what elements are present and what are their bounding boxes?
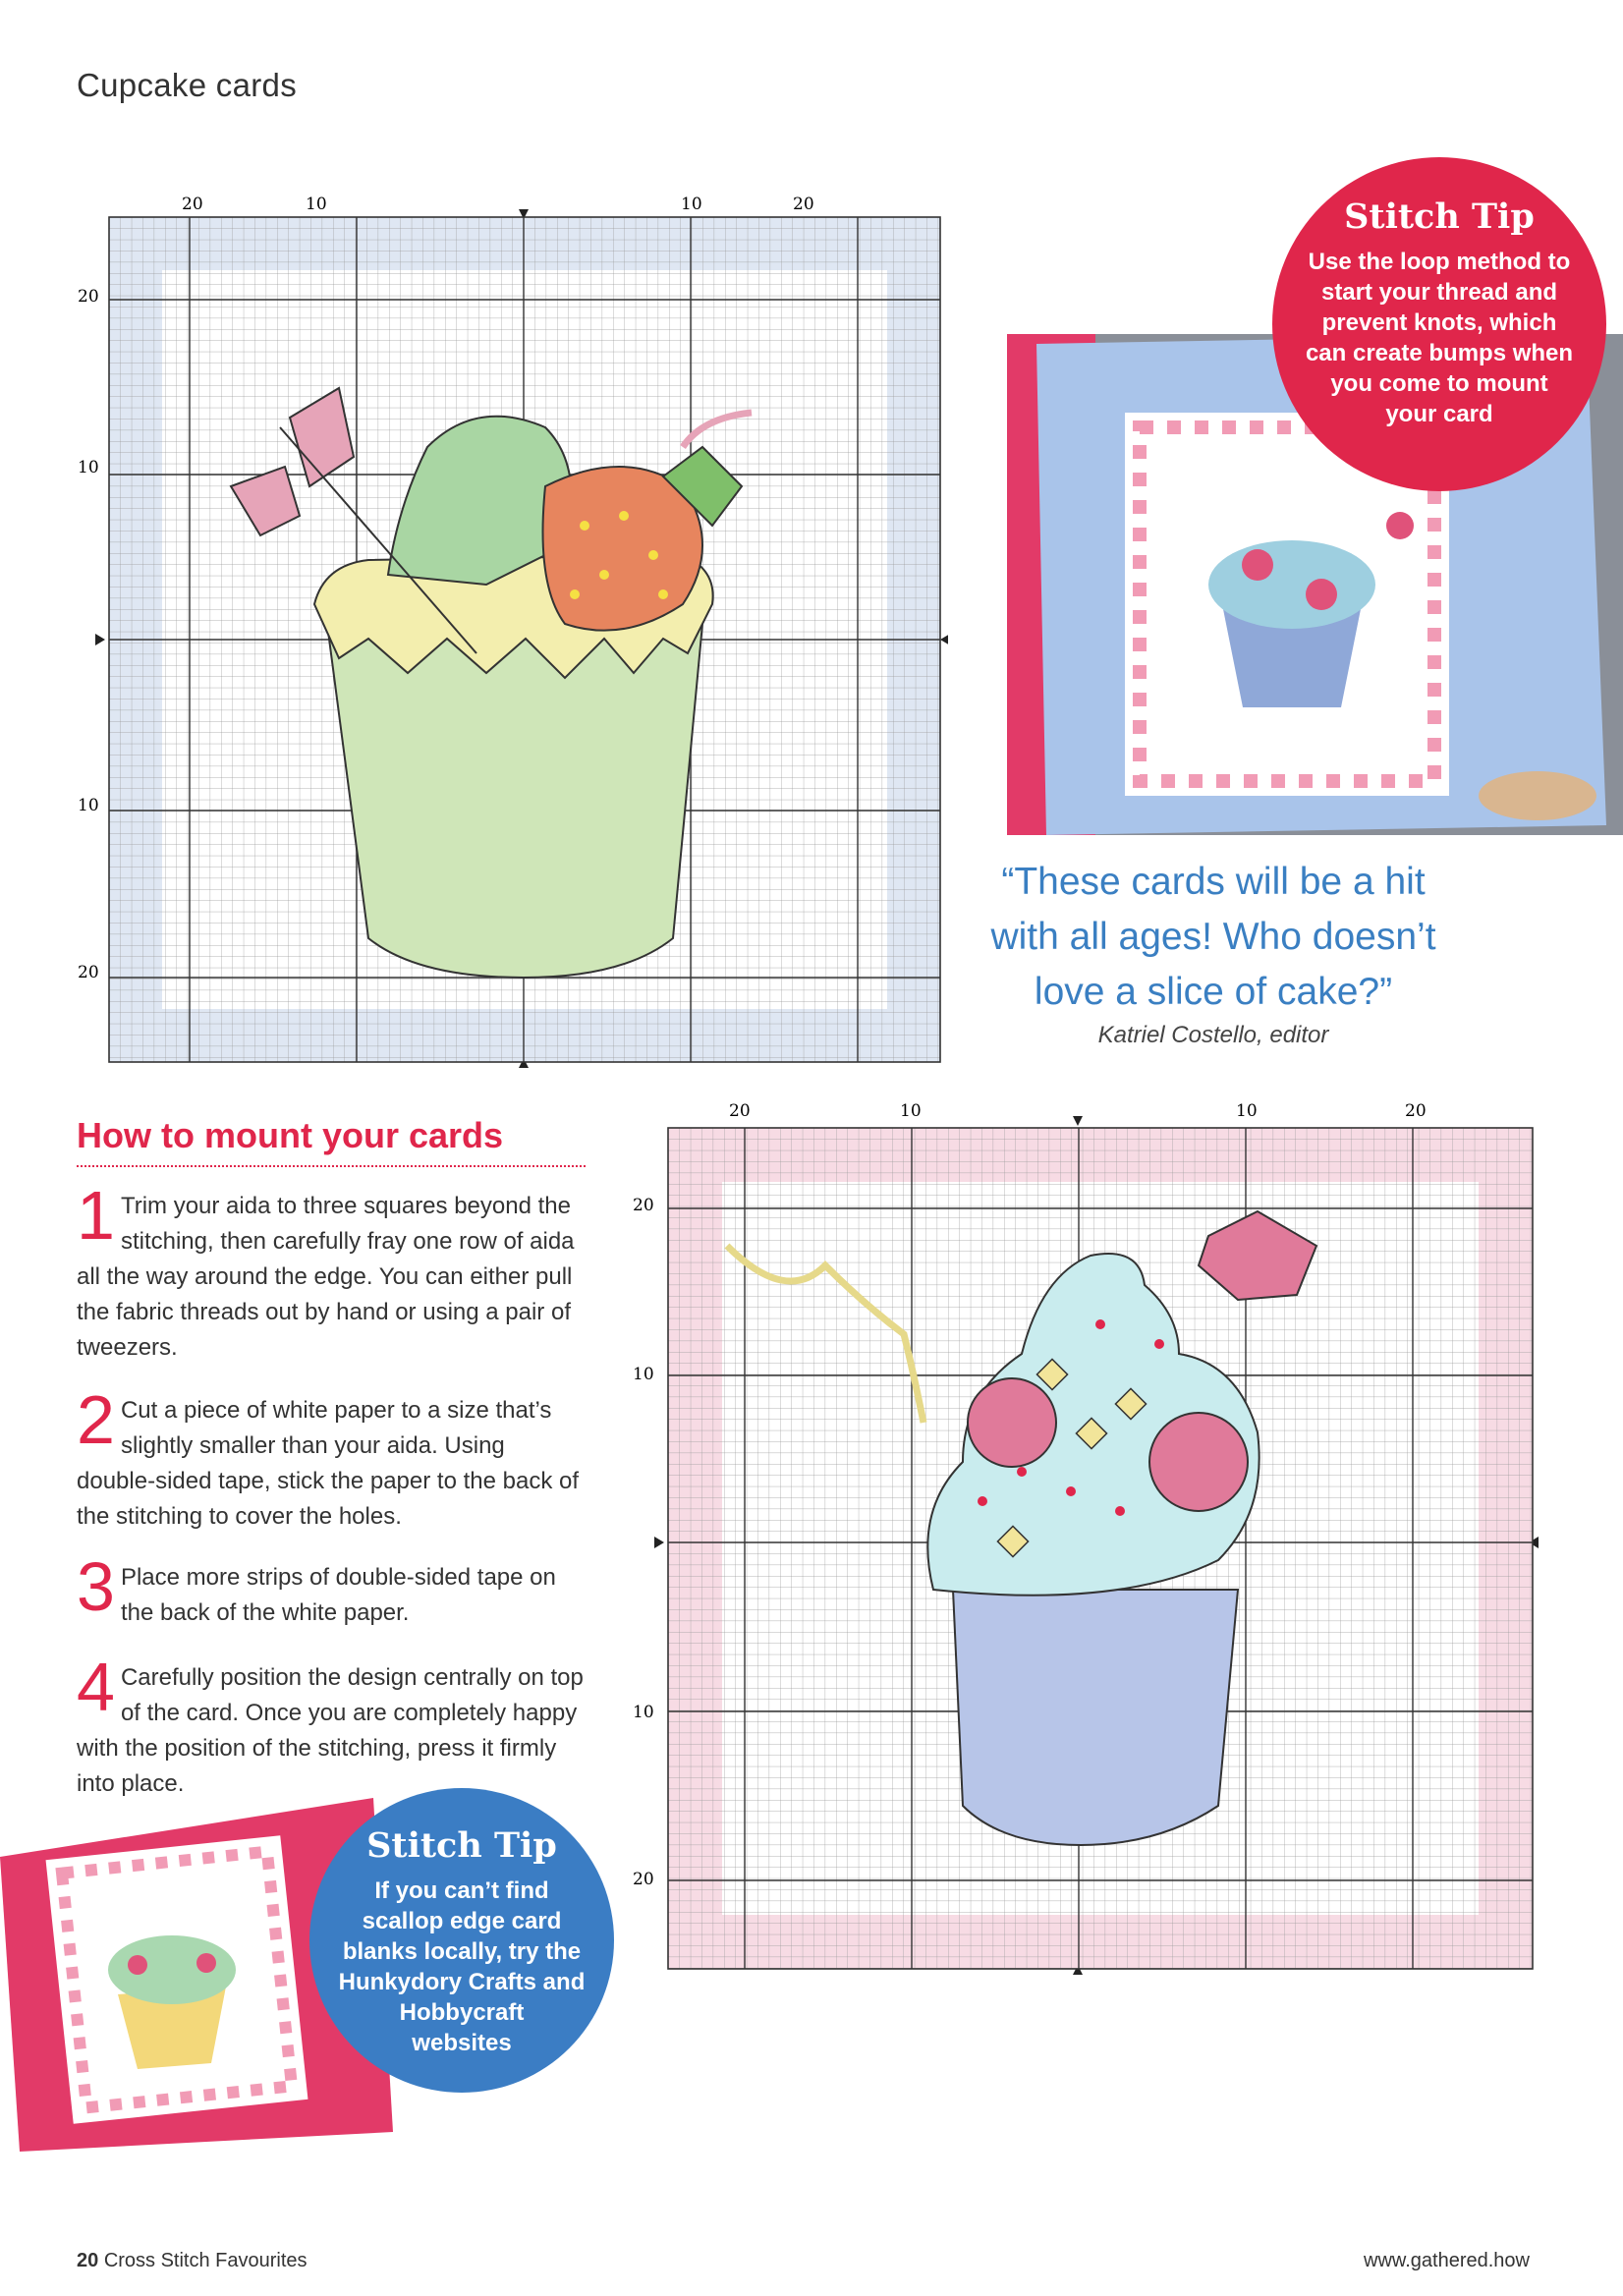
howto-divider — [77, 1165, 586, 1167]
stitch-tip-top-line: prevent knots, which — [1321, 309, 1557, 336]
step-text: Cut a piece of white paper to a size that’s slightly smaller than your aida. Using double-sided tape, stick the paper to the back of the stitching to cover the holes. — [77, 1397, 579, 1530]
stitch-tip-top-line: you come to mount — [1330, 370, 1548, 397]
chart-rose-cupcake-grid — [629, 1098, 1542, 1983]
step-text: Carefully position the design centrally on top of the card. Once you are completely happy with the position of the stitching, press it firmly into place. — [77, 1664, 584, 1797]
ruler-side-10-top: 10 — [633, 1365, 654, 1384]
ruler-top-10-left: 10 — [306, 195, 327, 214]
chart-strawberry-cupcake-grid — [74, 192, 948, 1076]
ruler-top-20-right: 20 — [1405, 1101, 1427, 1121]
pull-quote — [987, 855, 1439, 1020]
stitch-tip-top-body — [1292, 247, 1587, 429]
ruler-top-10-left: 10 — [900, 1101, 922, 1121]
stitch-tip-top-line: can create bumps when — [1305, 340, 1574, 366]
chart-rose-cupcake — [629, 1098, 1542, 1983]
ruler-top-20-right: 20 — [793, 195, 814, 214]
ruler-top-10-right: 10 — [681, 195, 702, 214]
stitch-tip-bottom-line: Hobbycraft — [399, 1999, 525, 2026]
stitch-tip-bottom-line: websites — [412, 2030, 512, 2056]
stitch-tip-bottom-line: scallop edge card — [362, 1908, 562, 1934]
stitch-tip-bottom-title: Stitch Tip — [366, 1825, 557, 1866]
pull-quote-line: “These cards will be a hit — [1001, 861, 1426, 903]
section-title: Cupcake cards — [77, 67, 298, 103]
magazine-name: Cross Stitch Favourites — [103, 2250, 308, 2271]
pull-quote-line: with all ages! Who doesn’t — [990, 916, 1436, 958]
step-number: 1 — [77, 1177, 115, 1254]
footer-website: www.gathered.how — [1364, 2250, 1530, 2271]
ruler-side-20-top: 20 — [78, 287, 99, 307]
ruler-side-20-bottom: 20 — [633, 1870, 654, 1889]
stitch-tip-bottom-line: If you can’t find — [374, 1877, 549, 1904]
stitch-tip-bottom-line: blanks locally, try the — [342, 1938, 582, 1965]
step-number: 3 — [77, 1548, 115, 1625]
step-text: Trim your aida to three squares beyond the stitching, then carefully fray one row of aida all the way around the edge. You can either pull the fabric threads out by hand or using a pair of tweezers. — [77, 1193, 575, 1361]
step-number: 2 — [77, 1381, 115, 1458]
chart-strawberry-cupcake — [74, 192, 948, 1076]
howto-step-1 — [77, 1177, 588, 1366]
stitch-tip-bottom-line: Hunkydory Crafts and — [338, 1969, 586, 1995]
howto-step-2 — [77, 1381, 588, 1535]
ruler-top-10-right: 10 — [1236, 1101, 1258, 1121]
ruler-side-10-bottom: 10 — [78, 796, 99, 815]
step-text: Place more strips of double-sided tape on the back of the white paper. — [120, 1564, 556, 1626]
ruler-side-20-bottom: 20 — [78, 963, 99, 982]
footer-page-info — [77, 2250, 308, 2272]
stitch-tip-top-line: start your thread and — [1320, 279, 1558, 306]
pull-quote-line: love a slice of cake?” — [1034, 971, 1393, 1013]
stitch-tip-bottom — [309, 1788, 614, 2093]
stitch-tip-top — [1272, 157, 1606, 491]
ruler-side-10-top: 10 — [78, 458, 99, 477]
ruler-top-20-left: 20 — [182, 195, 203, 214]
pull-quote-attribution: Katriel Costello, editor — [1097, 1022, 1329, 1048]
stitch-tip-top-line: your card — [1385, 401, 1493, 427]
page-number: 20 — [77, 2250, 99, 2271]
stitch-tip-bottom-body — [331, 1876, 592, 2058]
howto-step-4 — [77, 1649, 588, 1802]
ruler-side-10-bottom: 10 — [633, 1703, 654, 1722]
step-number: 4 — [77, 1649, 115, 1725]
howto-title: How to mount your cards — [77, 1115, 504, 1155]
stitch-tip-top-title: Stitch Tip — [1344, 196, 1535, 237]
stitch-tip-top-line: Use the loop method to — [1308, 249, 1571, 275]
ruler-top-20-left: 20 — [729, 1101, 751, 1121]
ruler-side-20-top: 20 — [633, 1196, 654, 1215]
howto-step-3 — [77, 1548, 588, 1631]
